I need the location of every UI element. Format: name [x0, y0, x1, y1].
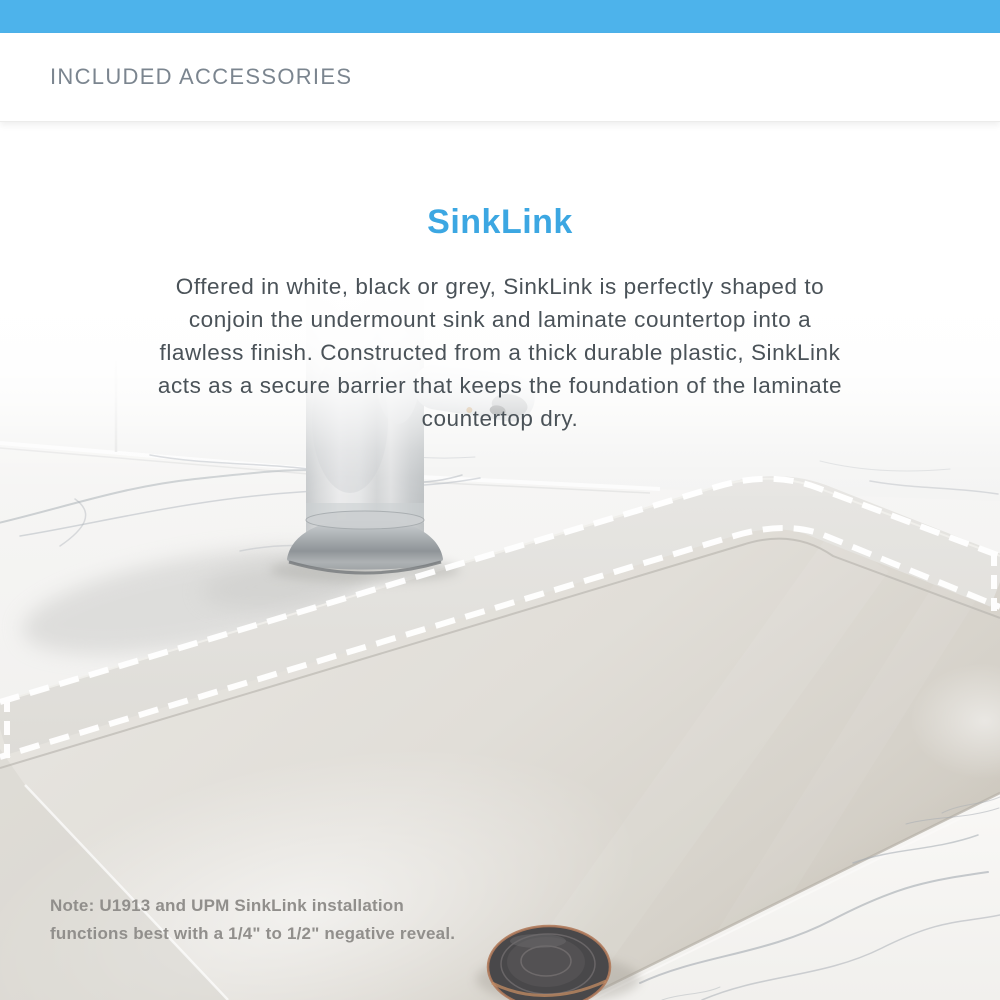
installation-note — [50, 892, 455, 948]
sink-photo-scene — [0, 121, 1000, 1000]
description-line: Offered in white, black or grey, SinkLink is perfectly shaped to — [175, 274, 825, 299]
note-line-2: functions best with a 1/4" to 1/2" negative reveal. — [50, 924, 456, 943]
product-title: SinkLink — [427, 203, 573, 241]
description-line: countertop dry. — [421, 406, 579, 431]
description-line: conjoin the undermount sink and laminate countertop into a — [188, 307, 812, 332]
section-title: INCLUDED ACCESSORIES — [50, 64, 353, 89]
product-photo — [0, 121, 1000, 1000]
description-line: flawless finish. Constructed from a thick durable plastic, SinkLink — [159, 340, 841, 365]
section-header — [0, 33, 1000, 122]
note-line-1: Note: U1913 and UPM SinkLink installation — [50, 896, 404, 915]
description-line: acts as a secure barrier that keeps the foundation of the laminate — [157, 373, 843, 398]
photo-top-fade — [0, 121, 1000, 1000]
product-description — [0, 270, 1000, 435]
top-accent-bar — [0, 0, 1000, 33]
